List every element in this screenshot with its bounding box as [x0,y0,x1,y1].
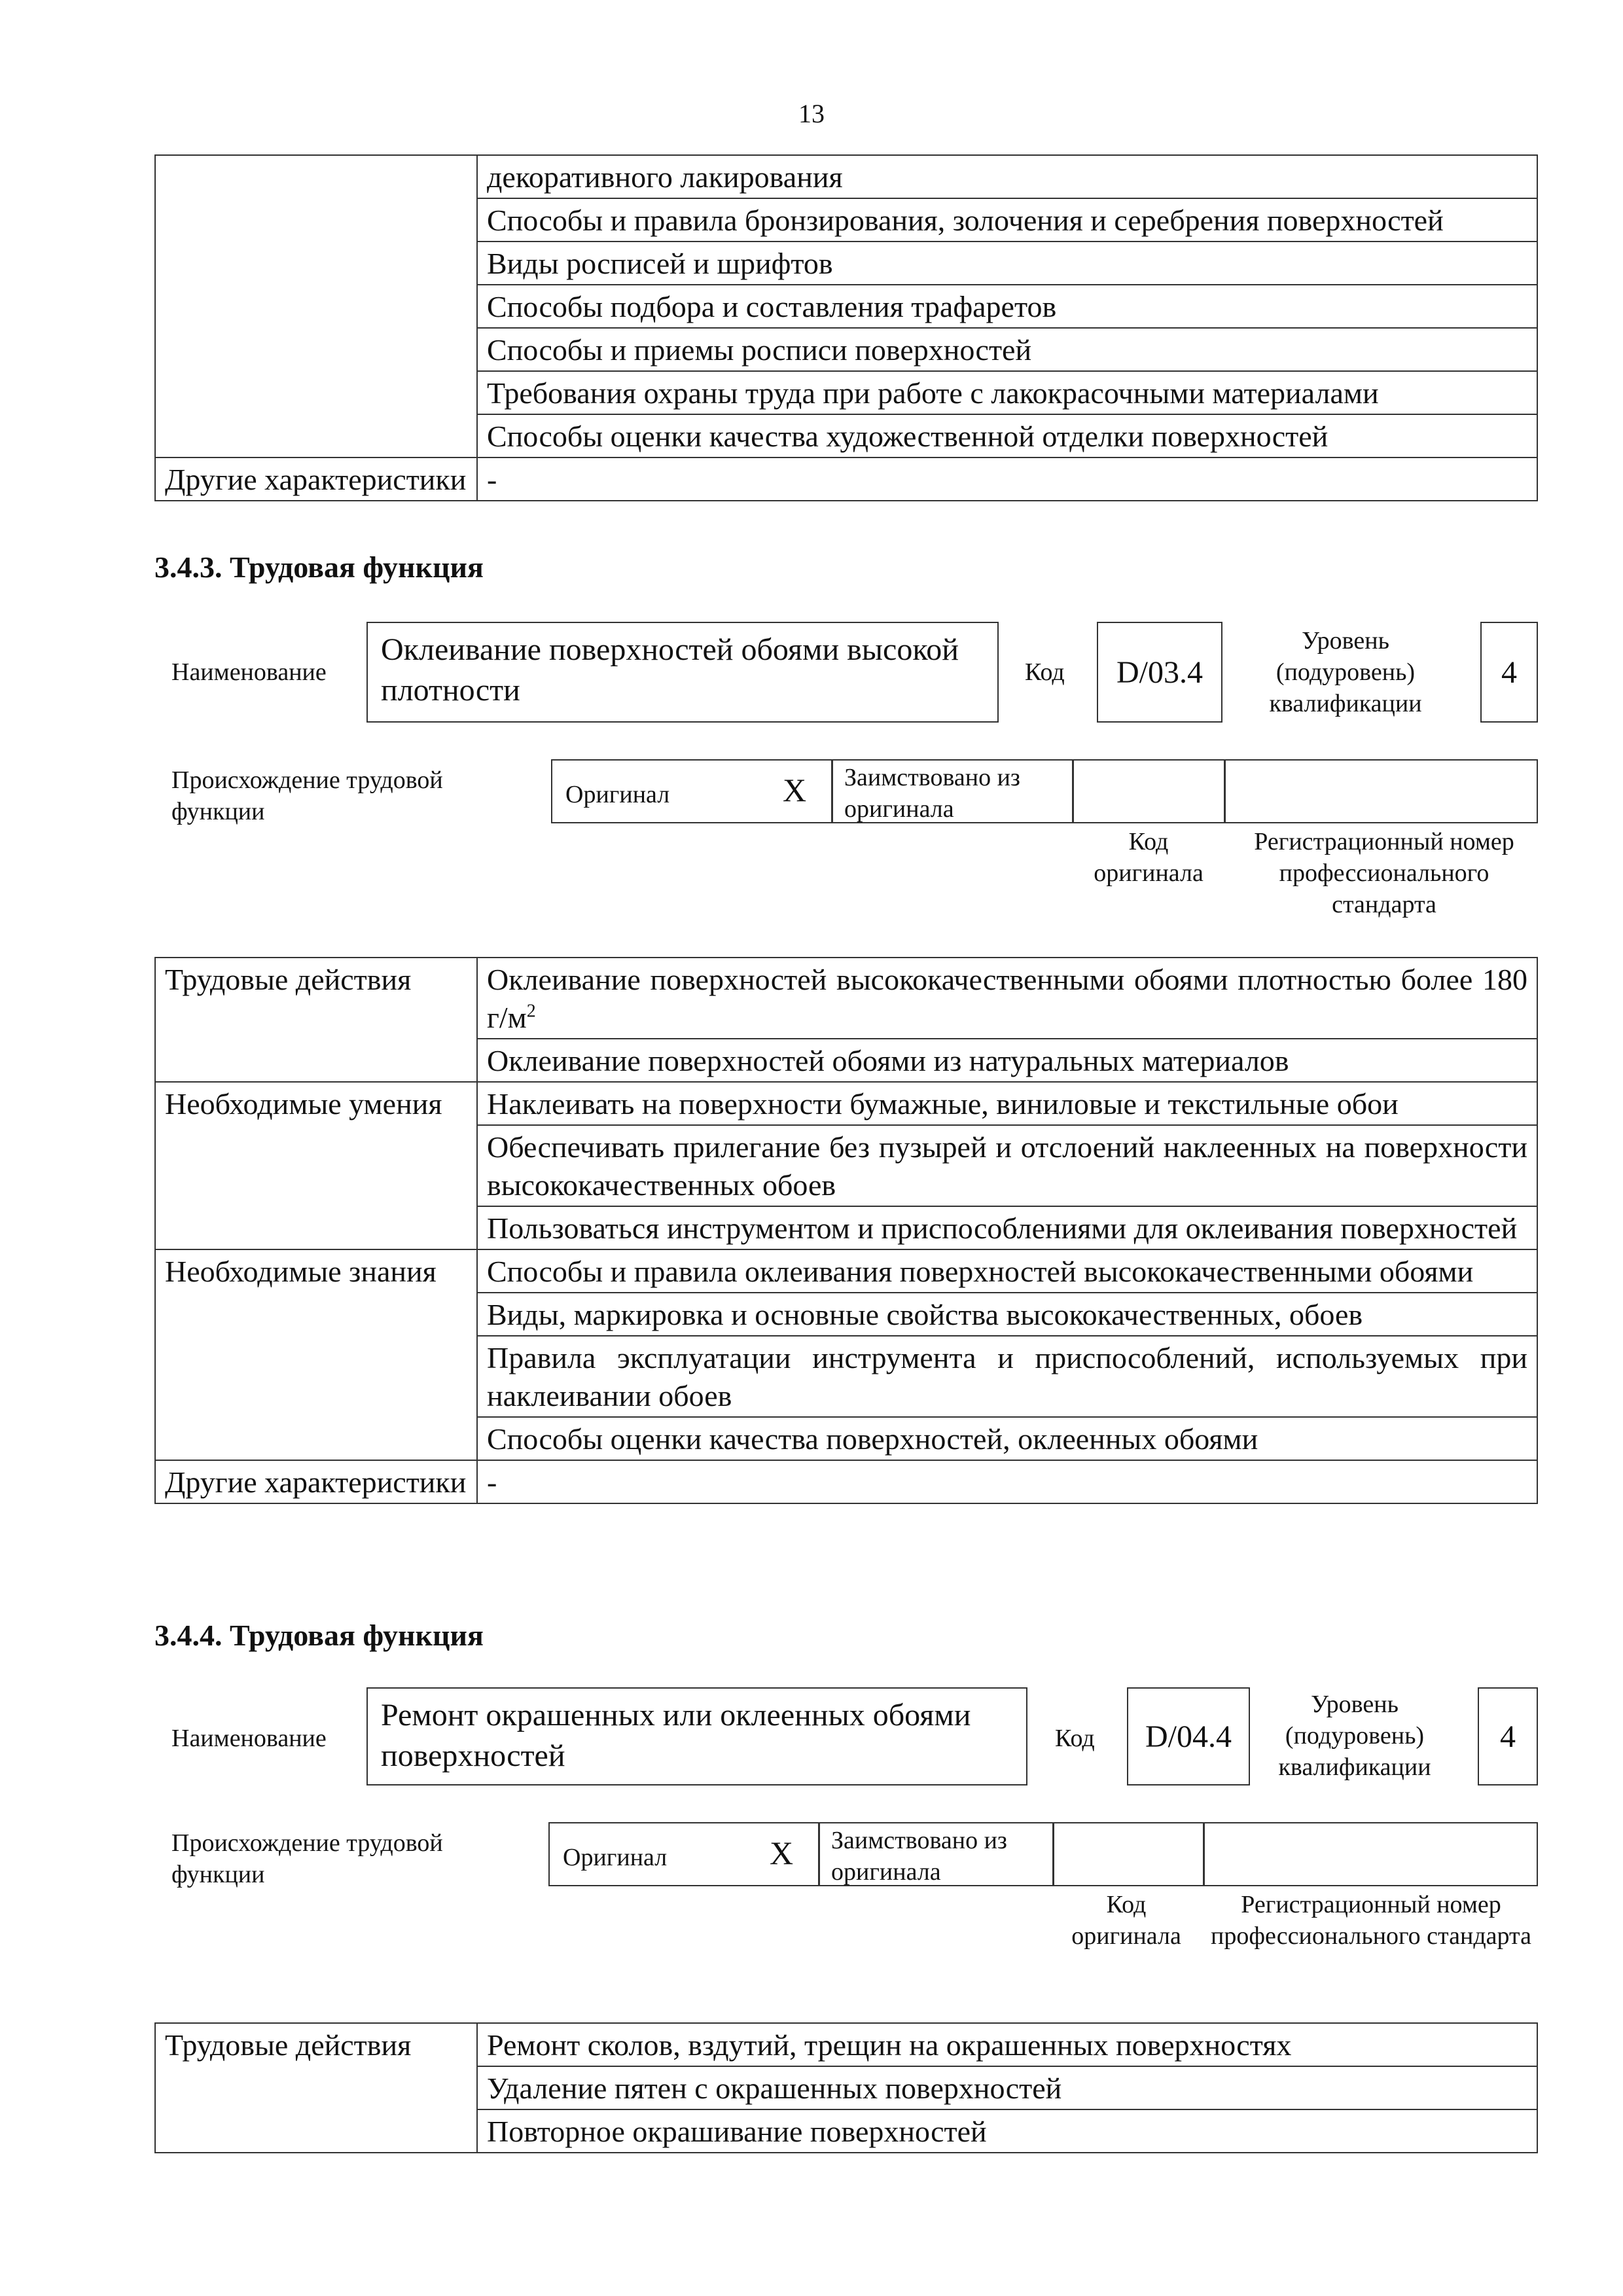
code-original-caption: Код оригинала [1071,1891,1181,1950]
table-cell: Ремонт сколов, вздутий, трещин на окрашенных поверхностях [477,2023,1537,2066]
table-cell: Виды росписей и шрифтов [477,242,1537,285]
table-cell: Повторное окрашивание поверхностей [477,2109,1537,2153]
function-code-box: D/04.4 [1127,1687,1250,1785]
other-characteristics-label: Другие характеристики [155,1460,477,1503]
level-value-box: 4 [1478,1687,1538,1785]
original-label: Оригинал [565,781,670,808]
table-cell: Наклеивать на поверхности бумажные, виниловые и текстильные обои [477,1082,1537,1125]
table-cell: Виды, маркировка и основные свойства высококачественных, обоев [477,1293,1537,1336]
table-cell: Способы оценки качества художественной отделки поверхностей [477,414,1537,457]
code-original-caption: Код оригинала [1094,828,1204,887]
table-cell: Способы и правила бронзирования, золочения и серебрения поверхностей [477,198,1537,242]
original-x-mark: X [783,772,807,808]
code-label: Код [1025,658,1065,686]
original-label: Оригинал [563,1844,668,1871]
page-number: 13 [798,99,825,128]
level-value-box: 4 [1480,622,1538,723]
table-cell: Обеспечивать прилегание без пузырей и отслоений наклеенных на поверхности высококачественных обоев [477,1125,1537,1206]
name-label: Наименование [171,658,327,686]
name-label: Наименование [171,1725,327,1752]
table-row [155,958,1537,1039]
table-row [155,2023,1537,2066]
origin-divider [818,1823,820,1886]
function-name-box: Ремонт окрашенных или оклеенных обоями поверхностей [366,1687,1027,1785]
table-row [155,1249,1537,1293]
table-row [155,155,1537,198]
table-row [155,457,1537,501]
other-characteristics-label: Другие характеристики [155,457,477,501]
origin-table [551,759,1538,823]
origin-label: Происхождение трудовой функции [171,766,443,825]
reg-number-caption: Регистрационный номер профессионального стандарта [1211,1891,1531,1950]
origin-divider [1072,761,1074,823]
origin-divider [831,761,833,823]
table-cell: Удаление пятен с окрашенных поверхностей [477,2066,1537,2109]
borrowed-label: Заимствовано из оригинала [831,1827,1007,1886]
code-label: Код [1055,1725,1095,1752]
origin-divider [1052,1823,1054,1886]
function-code-box: D/03.4 [1097,622,1222,723]
labor-actions-label: Трудовые действия [155,2023,477,2153]
table-cell: Способы и правила оклеивания поверхностей высококачественными обоями [477,1249,1537,1293]
origin-table [548,1822,1538,1886]
table-cell: Оклеивание поверхностей высококачественными обоями плотностью более 180 $г/м^2$ [477,958,1537,1039]
labor-actions-label: Трудовые действия [155,958,477,1082]
table-cell: Способы и приемы росписи поверхностей [477,328,1537,371]
skills-label: Необходимые умения [155,1082,477,1249]
table-cell: Требования охраны труда при работе с лакокрасочными материалами [477,371,1537,414]
table-cell: декоративного лакирования [477,155,1537,198]
knowledge-label: Необходимые знания [155,1249,477,1460]
table-row [155,1460,1537,1503]
level-label: Уровень (подуровень) квалификации [1269,627,1422,717]
function-344-table [154,2022,1538,2153]
reg-number-caption: Регистрационный номер профессионального стандарта [1254,828,1514,918]
original-x-mark: X [770,1835,794,1871]
level-label: Уровень (подуровень) квалификации [1278,1691,1431,1781]
origin-divider [1203,1823,1205,1886]
table-cell: Способы подбора и составления трафаретов [477,285,1537,328]
table-cell: Оклеивание поверхностей обоями из натуральных материалов [477,1039,1537,1082]
other-characteristics-value: - [477,457,1537,501]
other-characteristics-value: - [477,1460,1537,1503]
section-heading-344: 3.4.4. Трудовая функция [154,1619,484,1652]
table-cell: Правила эксплуатации инструмента и приспособлений, используемых при наклеивании обоев [477,1336,1537,1417]
origin-label: Происхождение трудовой функции [171,1829,443,1888]
function-name-box: Оклеивание поверхностей обоями высокой плотности [366,622,999,723]
function-343-table [154,957,1538,1504]
table-cell-empty [155,155,477,457]
table-row [155,1082,1537,1125]
table-cell: Пользоваться инструментом и приспособлениями для оклеивания поверхностей [477,1206,1537,1249]
table-cell: Способы оценки качества поверхностей, оклеенных обоями [477,1417,1537,1460]
borrowed-label: Заимствовано из оригинала [844,764,1020,823]
origin-divider [1224,761,1226,823]
section-heading-343: 3.4.3. Трудовая функция [154,550,484,584]
knowledge-continuation-table [154,154,1538,501]
